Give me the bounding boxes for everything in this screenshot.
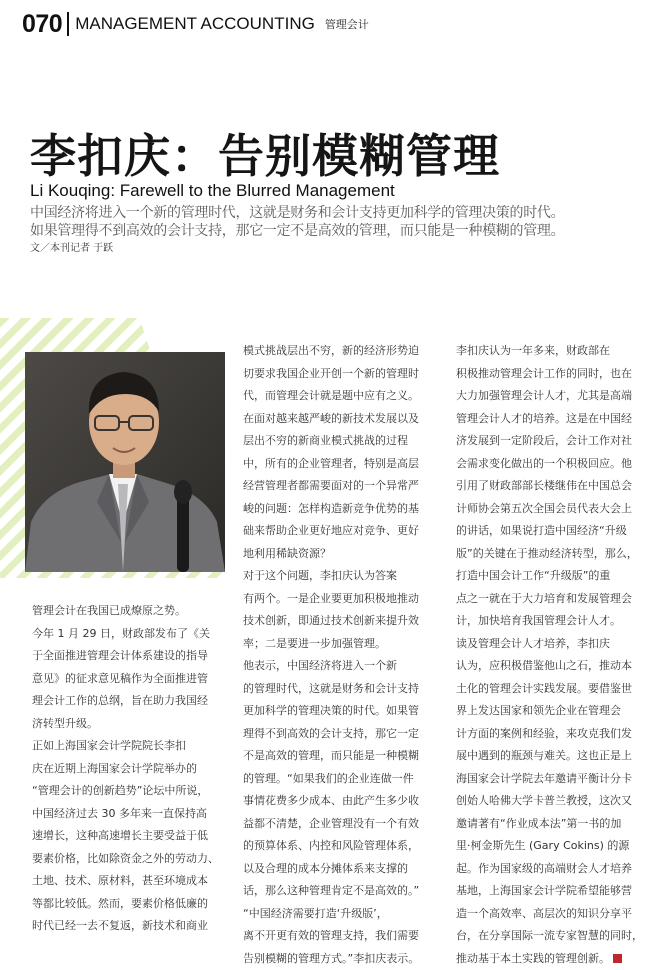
text-line: 技术创新，即通过技术创新来提升效 — [243, 610, 419, 633]
text-line: 的预算体系、内控和风险管理体系， — [243, 835, 419, 858]
text-line: 代，而管理会计就是题中应有之义。 — [243, 385, 419, 408]
text-line: 对于这个问题，李扣庆认为答案 — [243, 565, 419, 588]
text-line: 不是高效的管理，而只能是一种模糊 — [243, 745, 419, 768]
text-line: 济转型升级。 — [32, 713, 219, 736]
text-line: 里·柯金斯先生 (Gary Cokins) 的源 — [456, 835, 643, 858]
text-line: 界上发达国家和领先企业在管理会 — [456, 700, 643, 723]
text-line: 的管理时代，这就是财务和会计支持 — [243, 678, 419, 701]
text-line: 今年 1 月 29 日，财政部发布了《关 — [32, 623, 219, 646]
text-line: 告别模糊的管理方式。”李扣庆表示。 — [243, 948, 419, 970]
text-line: 意见》的征求意见稿作为全面推进管 — [32, 668, 219, 691]
text-line: 会需求变化做出的一个积极回应。他 — [456, 453, 643, 476]
text-line: 以及合理的成本分摊体系来支撑的 — [243, 858, 419, 881]
page-number: 070 — [22, 10, 62, 39]
text-line: 管理会计在我国已成燎原之势。 — [32, 600, 219, 623]
text-line: 起。作为国家级的高端财会人才培养 — [456, 858, 643, 881]
text-line: 的讲话，如果说打造中国经济“升级 — [456, 520, 643, 543]
article-title-en: Li Kouqing: Farewell to the Blurred Management — [30, 181, 395, 201]
text-line: 版”的关键在于推动经济转型，那么， — [456, 543, 643, 566]
text-line: 海国家会计学院去年邀请平衡计分卡 — [456, 768, 643, 791]
text-line: 事情花费多少成本、由此产生多少收 — [243, 790, 419, 813]
text-line: 正如上海国家会计学院院长李扣 — [32, 735, 219, 758]
text-line: 速增长，这种高速增长主要受益于低 — [32, 825, 219, 848]
text-line: 要素价格，比如除资金之外的劳动力、 — [32, 848, 219, 871]
text-line: 益都不清楚，企业管理没有一个有效 — [243, 813, 419, 836]
text-line: 中国经济过去 30 多年来一直保持高 — [32, 803, 219, 826]
text-line: 础来帮助企业更好地应对竞争、更好 — [243, 520, 419, 543]
text-line: 台，在分享国际一流专家智慧的同时， — [456, 925, 643, 948]
text-line: 地利用稀缺资源？ — [243, 543, 419, 566]
text-line: 创始人哈佛大学卡普兰教授，这次又 — [456, 790, 643, 813]
text-line: 中，所有的企业管理者，特别是高层 — [243, 453, 419, 476]
text-line: 土地、技术、原材料，甚至环境成本 — [32, 870, 219, 893]
text-line: 的管理。“如果我们的企业连做一件 — [243, 768, 419, 791]
text-line: 更加科学的管理决策的时代。如果管 — [243, 700, 419, 723]
text-line: 积极推动管理会计工作的同时，也在 — [456, 363, 643, 386]
text-line: 理会计工作的总纲，旨在助力我国经 — [32, 690, 219, 713]
byline: 文／本刊记者 于跃 — [30, 239, 113, 254]
text-line: 经营管理者都需要面对的一个异常严 — [243, 475, 419, 498]
text-line: 计方面的案例和经验，来攻克我们发 — [456, 723, 643, 746]
text-line: 造一个高效率、高层次的知识分享平 — [456, 903, 643, 926]
text-line: 李扣庆认为一年多来，财政部在 — [456, 340, 643, 363]
text-line: 率；二是要进一步加强管理。 — [243, 633, 419, 656]
text-line — [456, 948, 643, 970]
text-line: 话，那么这种管理肯定不是高效的。” — [243, 880, 419, 903]
text-line: 等都比较低。然而，要素价格低廉的 — [32, 893, 219, 916]
text-line: 切要求我国企业开创一个新的管理时 — [243, 363, 419, 386]
text-line-content: 推动基于本土实践的管理创新。 — [456, 952, 610, 965]
text-line: 土化的管理会计实践发展。要借鉴世 — [456, 678, 643, 701]
text-line: 计，加快培育我国管理会计人才。 — [456, 610, 643, 633]
body-column-1 — [32, 600, 219, 938]
text-line: 展中遇到的瓶颈与难关。这也正是上 — [456, 745, 643, 768]
text-line: 计师协会第五次全国会员代表大会上 — [456, 498, 643, 521]
text-line: 管理会计人才的培养。这是在中国经 — [456, 408, 643, 431]
section-title-en: MANAGEMENT ACCOUNTING — [75, 14, 315, 34]
text-line: “管理会计的创新趋势”论坛中所说， — [32, 780, 219, 803]
portrait-photo — [25, 352, 225, 572]
article-title: 李扣庆：告别模糊管理 — [30, 127, 500, 185]
body-column-2 — [243, 340, 419, 970]
text-line: 打造中国会计工作“升级版”的重 — [456, 565, 643, 588]
text-line: 峻的问题：怎样构造新竞争优势的基 — [243, 498, 419, 521]
text-line: 读及管理会计人才培养，李扣庆 — [456, 633, 643, 656]
text-line: 基地，上海国家会计学院希望能够营 — [456, 880, 643, 903]
text-line: 点之一就在于大力培育和发展管理会 — [456, 588, 643, 611]
text-line: 模式挑战层出不穷，新的经济形势迫 — [243, 340, 419, 363]
article-subtitle-line: 中国经济将进入一个新的管理时代，这就是财务和会计支持更加科学的管理决策的时代。 — [30, 202, 564, 222]
text-line: 在面对越来越严峻的新技术发展以及 — [243, 408, 419, 431]
page-header — [22, 10, 369, 38]
article-subtitle-line: 如果管理得不到高效的会计支持，那它一定不是高效的管理，而只能是一种模糊的管理。 — [30, 220, 564, 240]
body-column-3 — [456, 340, 643, 970]
text-line: 层出不穷的新商业模式挑战的过程 — [243, 430, 419, 453]
text-line: 济发展到一定阶段后，会计工作对社 — [456, 430, 643, 453]
text-line: 认为，应积极借鉴他山之石，推动本 — [456, 655, 643, 678]
end-mark-icon — [613, 954, 622, 963]
text-line: 理得不到高效的会计支持，那它一定 — [243, 723, 419, 746]
text-line: “中国经济需要打造‘升级版’， — [243, 903, 419, 926]
text-line: 时代已经一去不复返，新技术和商业 — [32, 915, 219, 938]
text-line: 邀请著有“作业成本法”第一书的加 — [456, 813, 643, 836]
text-line: 大力加强管理会计人才，尤其是高端 — [456, 385, 643, 408]
text-line: 离不开更有效的管理支持，我们需要 — [243, 925, 419, 948]
text-line: 有两个。一是企业要更加积极地推动 — [243, 588, 419, 611]
text-line: 于全面推进管理会计体系建设的指导 — [32, 645, 219, 668]
text-line: 他表示，中国经济将进入一个新 — [243, 655, 419, 678]
text-line: 庆在近期上海国家会计学院举办的 — [32, 758, 219, 781]
section-title-cn: 管理会计 — [325, 16, 369, 32]
text-line: 引用了财政部部长楼继伟在中国总会 — [456, 475, 643, 498]
header-divider — [67, 12, 69, 36]
